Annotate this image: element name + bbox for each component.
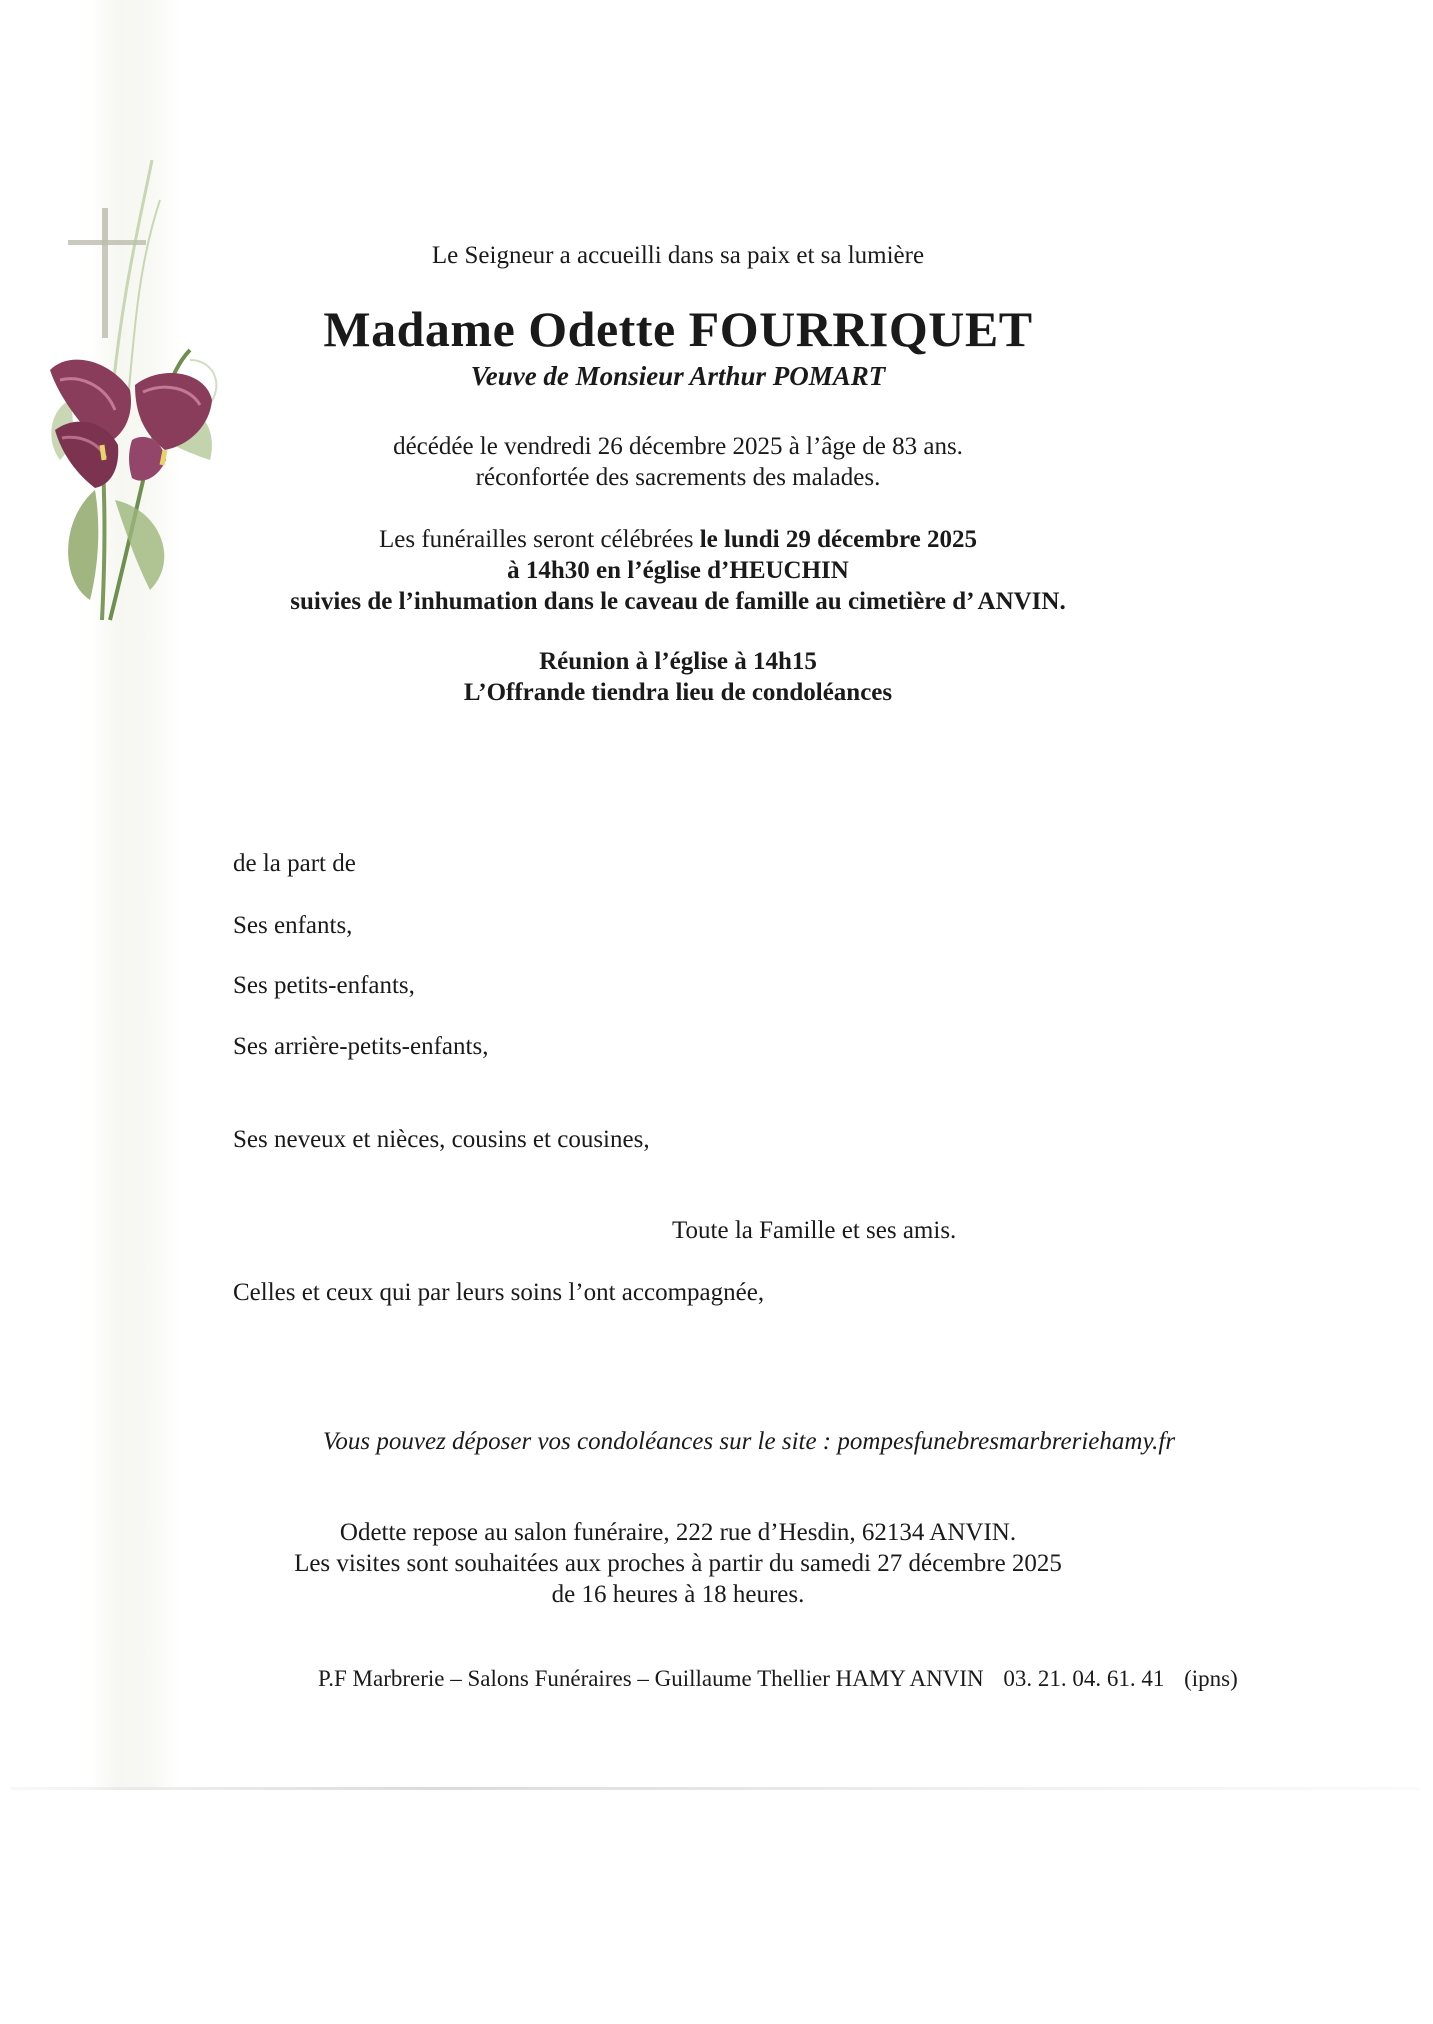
funeral-home-phone: 03. 21. 04. 61. 41 [1003, 1666, 1165, 1691]
family-line: Ses petits-enfants, [233, 972, 415, 999]
deceased-name: Madame Odette FOURRIQUET [323, 301, 1033, 357]
burial-line: suivies de l’inhumation dans le caveau de famille au cimetière d’ ANVIN. [290, 588, 1066, 615]
death-line: décédée le vendredi 26 décembre 2025 à l’âge de 83 ans. [393, 433, 963, 460]
funeral-place: à 14h30 en l’église d’HEUCHIN [507, 557, 849, 584]
family-line: Ses neveux et nièces, cousins et cousines, [233, 1126, 650, 1153]
condolences-website: Vous pouvez déposer vos condoléances sur le site : pompesfunebresmarbreriehamy.fr [322, 1428, 1176, 1455]
family-line: Celles et ceux qui par leurs soins l’ont accompagnée, [233, 1279, 765, 1306]
offering-line: L’Offrande tiendra lieu de condoléances [463, 679, 893, 706]
visitation-line: Odette repose au salon funéraire, 222 rue d’Hesdin, 62134 ANVIN. [339, 1519, 1017, 1546]
page-divider [10, 1787, 1420, 1790]
funeral-prefix: Les funérailles seront célébrées [379, 526, 700, 553]
widow-line: Veuve de Monsieur Arthur POMART [470, 361, 886, 391]
reference-code: (ipns) [1184, 1666, 1238, 1691]
funeral-home-footer [318, 1666, 1252, 1692]
visitation-line: de 16 heures à 18 heures. [551, 1581, 805, 1608]
funeral-home-name: P.F Marbrerie – Salons Funéraires – Guillaume Thellier HAMY ANVIN [318, 1666, 984, 1691]
funeral-date: le lundi 29 décembre 2025 [699, 526, 977, 553]
family-line: Ses arrière-petits-enfants, [233, 1033, 489, 1060]
meeting-line: Réunion à l’église à 14h15 [539, 648, 817, 675]
from-intro: de la part de [233, 850, 356, 877]
family-line: Toute la Famille et ses amis. [672, 1217, 957, 1244]
family-line: Ses enfants, [233, 912, 353, 939]
sacraments-line: réconfortée des sacrements des malades. [475, 464, 881, 491]
funeral-line [178, 526, 1178, 554]
intro-line: Le Seigneur a accueilli dans sa paix et sa lumière [431, 242, 925, 269]
visitation-line: Les visites sont souhaitées aux proches à partir du samedi 27 décembre 2025 [294, 1550, 1062, 1577]
